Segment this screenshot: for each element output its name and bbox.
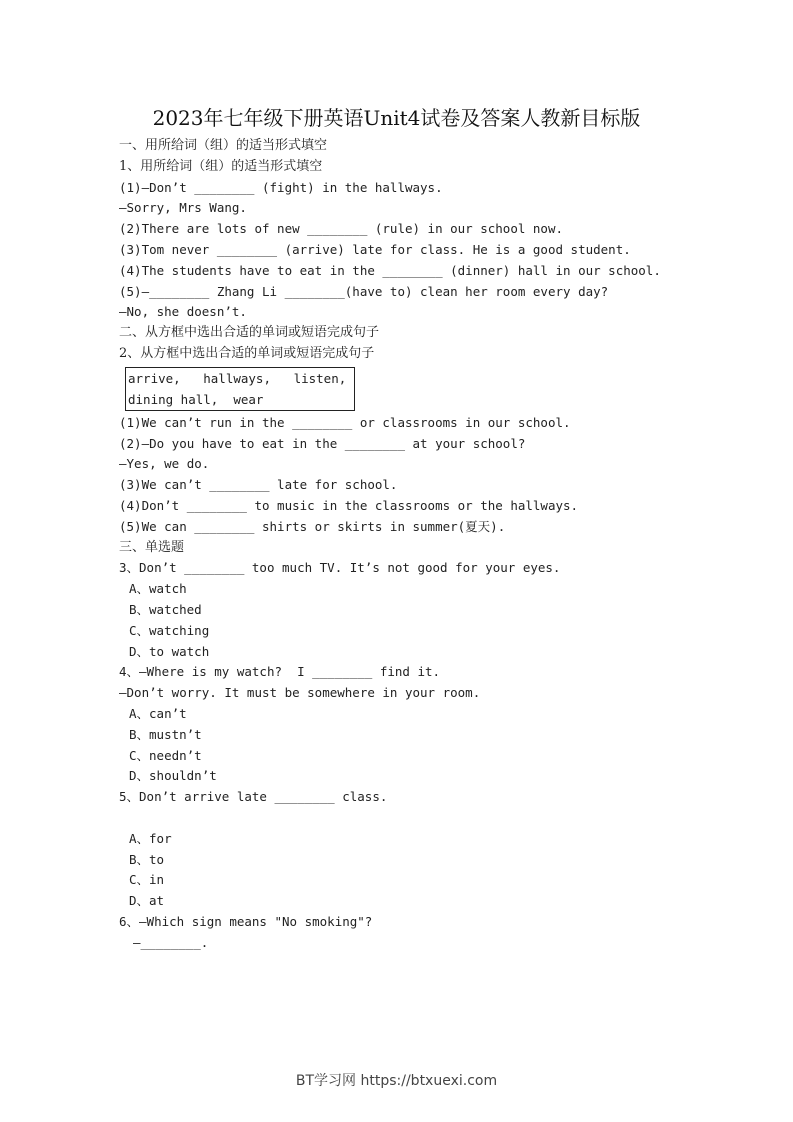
question-line: —Yes, we do. (119, 456, 210, 472)
word-bank-line: arrive, hallways, listen, (128, 370, 347, 386)
question-stem: 3、Don’t ________ too much TV. It’s not good for your eyes. (119, 560, 561, 576)
answer-option: C、needn’t (129, 747, 202, 763)
exam-body (119, 136, 739, 953)
question-heading: 1、用所给词（组）的适当形式填空 (119, 158, 323, 174)
question-stem: —________. (133, 934, 209, 950)
question-line: (2)There are lots of new ________ (rule) in our school now. (119, 221, 564, 237)
section-heading: 二、从方框中选出合适的单词或短语完成句子 (119, 325, 380, 341)
answer-option: A、can’t (129, 705, 187, 721)
question-line: (4)The students have to eat in the ________ (dinner) hall in our school. (119, 262, 661, 278)
question-line: (5)—________ Zhang Li ________(have to) clean her room every day? (119, 283, 609, 299)
answer-option: A、watch (129, 581, 187, 597)
word-bank-line: dining hall, wear (128, 391, 264, 407)
answer-option: B、to (129, 851, 165, 867)
question-stem: 5、Don’t arrive late ________ class. (119, 789, 388, 805)
answer-option: C、in (129, 872, 165, 888)
answer-option: C、watching (129, 622, 210, 638)
question-heading: 2、从方框中选出合适的单词或短语完成句子 (119, 345, 375, 361)
document-title: 2023年七年级下册英语Unit4试卷及答案人教新目标版 (152, 106, 641, 130)
answer-option: B、watched (129, 601, 202, 617)
word-bank-box (125, 367, 355, 411)
question-line: (3)Tom never ________ (arrive) late for class. He is a good student. (119, 241, 631, 257)
blank-line (119, 808, 739, 829)
answer-option: D、at (129, 893, 165, 909)
question-line: (4)Don’t ________ to music in the classrooms or the hallways. (119, 497, 579, 513)
answer-option: B、mustn’t (129, 726, 202, 742)
question-line: —Sorry, Mrs Wang. (119, 200, 247, 216)
question-stem: —Don’t worry. It must be somewhere in your room. (119, 685, 481, 701)
section-heading: 一、用所给词（组）的适当形式填空 (119, 138, 328, 153)
section-heading: 三、单选题 (119, 539, 185, 555)
answer-option: A、for (129, 830, 172, 846)
question-line: —No, she doesn’t. (119, 304, 247, 320)
question-line: (1)We can’t run in the ________ or classrooms in our school. (119, 414, 571, 430)
question-line: (1)—Don’t ________ (fight) in the hallways. (119, 179, 443, 195)
question-line: (5)We can ________ shirts or skirts in summer(夏天). (119, 518, 506, 534)
question-stem: 4、—Where is my watch? I ________ find it. (119, 664, 441, 680)
question-line: (3)We can’t ________ late for school. (119, 477, 398, 493)
answer-option: D、to watch (129, 643, 210, 659)
question-stem: 6、—Which sign means "No smoking"? (119, 913, 373, 929)
question-line: (2)—Do you have to eat in the ________ at your school? (119, 435, 526, 451)
footer-watermark: BT学习网 https://btxuexi.com (295, 1073, 498, 1089)
answer-option: D、shouldn’t (129, 768, 217, 784)
